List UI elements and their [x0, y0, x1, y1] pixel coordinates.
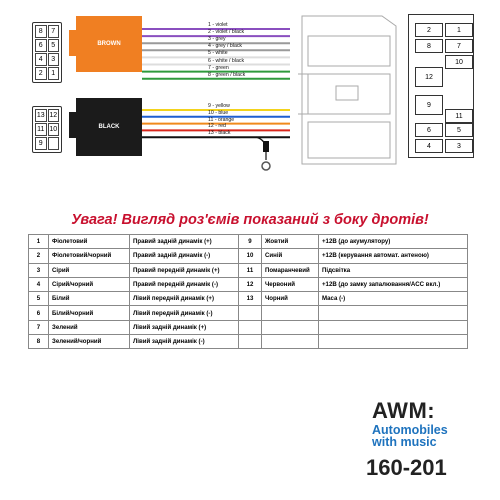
table-cell	[319, 320, 468, 334]
wire-label: 3 - grey	[208, 36, 226, 43]
pin-2: 2	[415, 23, 443, 37]
table-cell: 10	[239, 249, 262, 263]
pin-10: 10	[445, 55, 473, 69]
table-row	[29, 277, 468, 291]
pin-12: 12	[48, 109, 60, 122]
pin-8: 8	[35, 25, 47, 38]
wire-label: 5 - white	[208, 50, 228, 57]
awm-logo	[372, 398, 448, 448]
table-cell: Правий задній динамік (-)	[130, 249, 239, 263]
table-cell: Зелений/чорний	[49, 335, 130, 349]
table-cell: 2	[29, 249, 49, 263]
pin-5: 5	[48, 39, 60, 52]
wire-label: 2 - violet / black	[208, 29, 245, 36]
pin-1: 1	[445, 23, 473, 37]
table-cell: 3	[29, 263, 49, 277]
pin-9: 9	[415, 95, 443, 115]
wire-label: 4 - grey / black	[208, 43, 243, 50]
table-cell: Фіолетовий/чорний	[49, 249, 130, 263]
pin-11: 11	[445, 109, 473, 123]
wire-label: 1 - violet	[208, 22, 228, 28]
table-row	[29, 292, 468, 306]
table-cell: Червоний	[262, 277, 319, 291]
table-cell: +12В (керування автомат. антеною)	[319, 249, 468, 263]
wire-label: 10 - blue	[208, 109, 229, 116]
table-cell: Правий передній динамік (+)	[130, 263, 239, 277]
table-cell: Лівий передній динамік (-)	[130, 306, 239, 320]
warning-text: Увага! Вигляд роз'ємів показаний з боку дротів!	[71, 212, 429, 228]
table-cell: Жовтий	[262, 235, 319, 249]
table-cell: Фіолетовий	[49, 235, 130, 249]
wire-label: 6 - white / black	[208, 57, 245, 64]
pin-2: 2	[35, 67, 47, 80]
logo-line-2: with music	[372, 435, 437, 449]
table-cell: 8	[29, 335, 49, 349]
table-cell	[239, 335, 262, 349]
pin-13: 13	[35, 109, 47, 122]
table-row	[29, 235, 468, 249]
table-cell: 4	[29, 277, 49, 291]
ring-terminal-sleeve	[263, 141, 269, 152]
table-row	[29, 249, 468, 263]
table-cell: 1	[29, 235, 49, 249]
pin-10: 10	[48, 123, 60, 136]
table-row	[29, 263, 468, 277]
table-row	[29, 306, 468, 320]
table-row	[29, 335, 468, 349]
table-cell: 11	[239, 263, 262, 277]
pin-3: 3	[445, 139, 473, 153]
table-cell: 7	[29, 320, 49, 334]
table-cell: Помаранчевий	[262, 263, 319, 277]
head-unit-connector-drawing	[296, 14, 406, 174]
table-cell	[262, 306, 319, 320]
table-cell: 6	[29, 306, 49, 320]
table-cell	[262, 320, 319, 334]
pin-7: 7	[48, 25, 60, 38]
table-cell: Зелений	[49, 320, 130, 334]
table-cell: 12	[239, 277, 262, 291]
black-connector-label: BLACK	[98, 124, 120, 130]
wire-label: 13 - black	[208, 130, 231, 137]
pin-6: 6	[415, 123, 443, 137]
table-cell: Синій	[262, 249, 319, 263]
table-cell	[239, 320, 262, 334]
table-cell: Лівий передній динамік (+)	[130, 292, 239, 306]
table-cell: Правий передній динамік (-)	[130, 277, 239, 291]
pin-8: 8	[415, 39, 443, 53]
pin-4: 4	[415, 139, 443, 153]
model-number: 160-201	[366, 455, 447, 480]
head-unit-connector	[408, 14, 474, 158]
table-cell: Білий	[49, 292, 130, 306]
pin-7: 7	[445, 39, 473, 53]
pinout-table	[28, 234, 468, 349]
pin-12: 12	[415, 67, 443, 87]
pin-1: 1	[48, 67, 60, 80]
table-row	[29, 320, 468, 334]
table-cell: 9	[239, 235, 262, 249]
wire-label: 9 - yellow	[208, 103, 230, 109]
wire-label: 7 - green	[208, 64, 229, 71]
logo-main-text: AWM:	[372, 398, 436, 423]
table-cell	[262, 335, 319, 349]
pin-11: 11	[35, 123, 47, 136]
table-cell: Лівий задній динамік (+)	[130, 320, 239, 334]
ring-terminal	[262, 162, 270, 170]
table-cell: +12В (до акумулятору)	[319, 235, 468, 249]
wire-label: 11 - orange	[208, 116, 235, 123]
pin-6: 6	[35, 39, 47, 52]
pin-5: 5	[445, 123, 473, 137]
wire-label: 8 - green / black	[208, 71, 246, 78]
wire-label: 12 - red	[208, 123, 226, 130]
table-cell: 13	[239, 292, 262, 306]
table-cell: Сірий/чорний	[49, 277, 130, 291]
table-cell: Білий/чорний	[49, 306, 130, 320]
table-cell: Лівий задній динамік (-)	[130, 335, 239, 349]
table-cell	[319, 335, 468, 349]
pin-4: 4	[35, 53, 47, 66]
table-cell: Правий задній динамік (+)	[130, 235, 239, 249]
table-cell: 5	[29, 292, 49, 306]
table-cell	[319, 306, 468, 320]
brown-connector-label: BROWN	[97, 41, 121, 47]
table-cell: Сірий	[49, 263, 130, 277]
table-cell	[239, 306, 262, 320]
table-cell: Маса (-)	[319, 292, 468, 306]
table-cell: Чорний	[262, 292, 319, 306]
table-cell: +12В (до замку запалювання/ACC вкл.)	[319, 277, 468, 291]
logo-line-1: Automobiles	[372, 423, 448, 437]
pin-3: 3	[48, 53, 60, 66]
pin-9: 9	[35, 137, 47, 150]
table-cell: Підсвітка	[319, 263, 468, 277]
